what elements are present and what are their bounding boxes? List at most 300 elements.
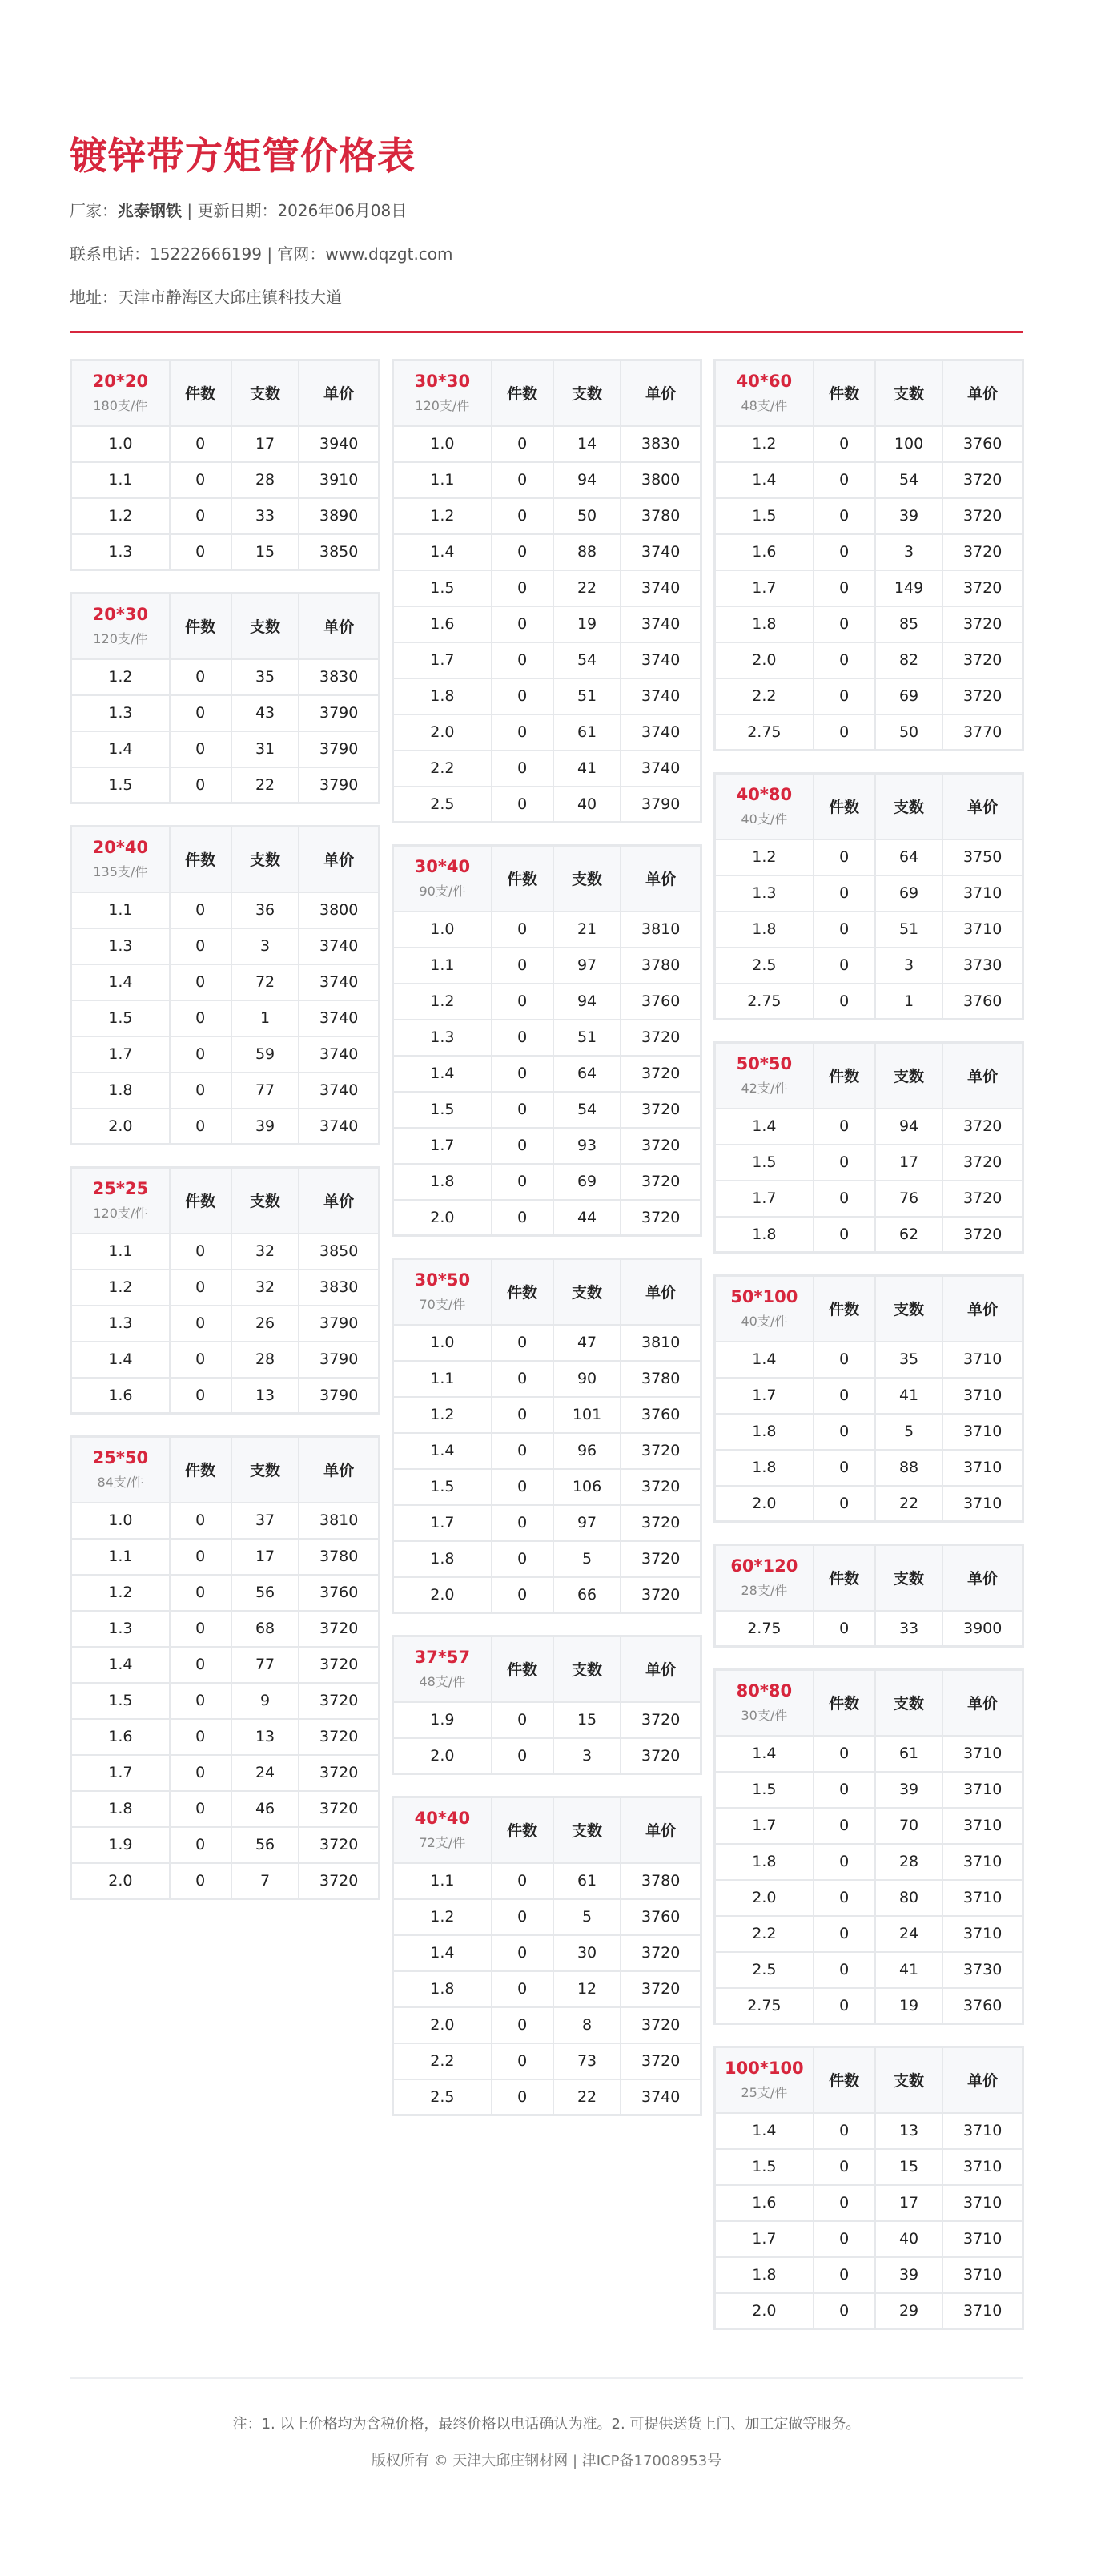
pcs-cell: 68: [231, 1611, 299, 1647]
qty-cell: 0: [492, 714, 553, 751]
spec-title-cell: [715, 1276, 814, 1342]
thickness-cell: 1.0: [393, 426, 492, 462]
table-row: [71, 1234, 380, 1270]
thickness-cell: 1.6: [71, 1378, 170, 1414]
pcs-cell: 94: [553, 984, 621, 1020]
table-row: [715, 642, 1023, 678]
maker-line: [70, 198, 407, 221]
qty-cell: 0: [170, 1109, 231, 1145]
price-cell: 3720: [942, 678, 1023, 714]
price-cell: 3720: [621, 1056, 701, 1092]
table-row: [71, 1791, 380, 1827]
price-cell: 3910: [299, 462, 379, 498]
pcs-cell: 61: [553, 714, 621, 751]
pcs-cell: 39: [231, 1109, 299, 1145]
qty-cell: 0: [492, 1200, 553, 1236]
spec-table: [70, 359, 380, 571]
price-cell: 3740: [621, 678, 701, 714]
qty-header: 件数: [492, 846, 553, 912]
qty-cell: 0: [814, 570, 875, 606]
pcs-header: 支数: [231, 1437, 299, 1503]
thickness-cell: 1.0: [71, 426, 170, 462]
pcs-cell: 30: [553, 1935, 621, 1971]
table-row: [71, 1755, 380, 1791]
spec-size: 20*30: [92, 605, 149, 625]
table-row: [393, 714, 701, 751]
pcs-cell: 94: [875, 1109, 943, 1145]
thickness-cell: 2.2: [393, 751, 492, 787]
thickness-cell: 1.5: [71, 767, 170, 803]
thickness-cell: 1.2: [71, 659, 170, 695]
price-header: 单价: [621, 360, 701, 426]
price-cell: 3830: [299, 659, 379, 695]
qty-cell: 0: [170, 498, 231, 534]
thickness-cell: 1.4: [715, 1109, 814, 1145]
qty-cell: 0: [170, 892, 231, 928]
thickness-cell: 1.8: [393, 1971, 492, 2007]
price-cell: 3720: [299, 1791, 379, 1827]
table-row: [71, 1611, 380, 1647]
pcs-cell: 37: [231, 1503, 299, 1539]
table-row: [71, 928, 380, 964]
table-row: [393, 948, 701, 984]
pcs-cell: 76: [875, 1181, 943, 1217]
qty-cell: 0: [492, 1397, 553, 1433]
qty-cell: 0: [170, 767, 231, 803]
contact-line: 联系电话：15222666199 | 官网：www.dqzgt.com: [70, 244, 453, 264]
table-row: [715, 714, 1023, 751]
thickness-cell: 1.4: [393, 534, 492, 570]
table-row: [393, 1020, 701, 1056]
qty-cell: 0: [814, 1414, 875, 1450]
table-row: [393, 426, 701, 462]
price-header: 单价: [299, 360, 379, 426]
price-cell: 3890: [299, 498, 379, 534]
pcs-cell: 13: [875, 2113, 943, 2149]
spec-title-cell: [393, 1636, 492, 1702]
page-title: 镀锌带方矩管价格表: [70, 135, 416, 179]
qty-cell: 0: [814, 498, 875, 534]
header-divider: [70, 331, 1023, 333]
table-row: [393, 2007, 701, 2043]
table-row: [71, 767, 380, 803]
price-cell: 3760: [621, 1899, 701, 1935]
table-row: [393, 1433, 701, 1469]
thickness-cell: 1.2: [393, 498, 492, 534]
pcs-cell: 3: [875, 948, 943, 984]
pcs-header: 支数: [875, 1276, 943, 1342]
price-cell: 3760: [942, 426, 1023, 462]
qty-cell: 0: [814, 912, 875, 948]
spec-header-row: [715, 2047, 1023, 2113]
qty-header: 件数: [814, 1670, 875, 1736]
thickness-cell: 1.8: [715, 606, 814, 642]
pcs-header: 支数: [231, 594, 299, 659]
table-row: [393, 534, 701, 570]
price-cell: 3710: [942, 1916, 1023, 1952]
qty-cell: 0: [170, 1378, 231, 1414]
qty-cell: 0: [170, 1719, 231, 1755]
price-cell: 3720: [942, 606, 1023, 642]
price-cell: 3760: [942, 984, 1023, 1020]
qty-cell: 0: [492, 2043, 553, 2079]
qty-cell: 0: [814, 2293, 875, 2329]
qty-header: 件数: [170, 594, 231, 659]
qty-cell: 0: [814, 2257, 875, 2293]
thickness-cell: 1.7: [393, 642, 492, 678]
pcs-cell: 88: [875, 1450, 943, 1486]
price-cell: 3740: [621, 570, 701, 606]
qty-cell: 0: [814, 1844, 875, 1880]
price-cell: 3710: [942, 1342, 1023, 1378]
price-cell: 3740: [299, 1000, 379, 1036]
table-row: [71, 1719, 380, 1755]
thickness-cell: 2.0: [715, 1486, 814, 1522]
pcs-cell: 21: [553, 912, 621, 948]
spec-pack: 135支/件: [93, 864, 148, 880]
pcs-cell: 17: [231, 426, 299, 462]
thickness-cell: 1.0: [393, 912, 492, 948]
thickness-cell: 1.2: [393, 1899, 492, 1935]
spec-title-cell: [393, 360, 492, 426]
pcs-cell: 51: [553, 1020, 621, 1056]
spec-header-row: [393, 846, 701, 912]
thickness-cell: 2.0: [393, 714, 492, 751]
qty-cell: 0: [814, 839, 875, 875]
thickness-cell: 1.4: [393, 1056, 492, 1092]
pcs-cell: 39: [875, 498, 943, 534]
qty-cell: 0: [814, 2149, 875, 2185]
pcs-cell: 29: [875, 2293, 943, 2329]
price-cell: 3710: [942, 1378, 1023, 1414]
price-cell: 3940: [299, 426, 379, 462]
spec-table: [713, 1274, 1024, 1523]
pcs-cell: 69: [875, 678, 943, 714]
thickness-cell: 1.7: [715, 570, 814, 606]
price-cell: 3710: [942, 1844, 1023, 1880]
pcs-cell: 35: [875, 1342, 943, 1378]
thickness-cell: 2.75: [715, 1611, 814, 1647]
table-row: [393, 2043, 701, 2079]
spec-table: [392, 1796, 702, 2116]
qty-cell: 0: [170, 695, 231, 731]
spec-header-row: [71, 360, 380, 426]
pcs-header: 支数: [875, 1670, 943, 1736]
maker-name: 兆泰钢铁: [118, 201, 182, 220]
table-row: [393, 1935, 701, 1971]
price-cell: 3850: [299, 1234, 379, 1270]
qty-cell: 0: [170, 964, 231, 1000]
qty-cell: 0: [492, 498, 553, 534]
price-cell: 3720: [942, 1181, 1023, 1217]
thickness-cell: 1.7: [71, 1755, 170, 1791]
thickness-cell: 1.3: [393, 1020, 492, 1056]
spec-header-row: [71, 1437, 380, 1503]
pcs-cell: 3: [875, 534, 943, 570]
price-cell: 3740: [299, 928, 379, 964]
thickness-cell: 1.5: [393, 1092, 492, 1128]
qty-header: 件数: [170, 1168, 231, 1234]
qty-header: 件数: [170, 827, 231, 892]
pcs-cell: 73: [553, 2043, 621, 2079]
table-row: [393, 1361, 701, 1397]
thickness-cell: 1.6: [715, 2185, 814, 2221]
spec-table: [713, 1668, 1024, 2025]
qty-header: 件数: [814, 1545, 875, 1611]
price-cell: 3780: [621, 498, 701, 534]
spec-pack: 48支/件: [419, 1674, 466, 1690]
thickness-cell: 1.4: [715, 462, 814, 498]
price-cell: 3720: [942, 1145, 1023, 1181]
pcs-cell: 69: [875, 875, 943, 912]
pcs-cell: 85: [875, 606, 943, 642]
spec-pack: 48支/件: [741, 398, 788, 414]
thickness-cell: 2.5: [715, 948, 814, 984]
table-row: [71, 1036, 380, 1073]
price-cell: 3760: [942, 1988, 1023, 2024]
table-row: [715, 570, 1023, 606]
thickness-cell: 2.5: [715, 1952, 814, 1988]
thickness-cell: 1.4: [715, 1736, 814, 1772]
qty-cell: 0: [170, 1683, 231, 1719]
pcs-cell: 17: [231, 1539, 299, 1575]
spec-title-cell: [393, 1259, 492, 1325]
qty-cell: 0: [814, 1109, 875, 1145]
qty-header: 件数: [492, 1797, 553, 1863]
qty-cell: 0: [492, 1577, 553, 1613]
table-row: [71, 695, 380, 731]
pcs-cell: 41: [875, 1952, 943, 1988]
pcs-header: 支数: [553, 1636, 621, 1702]
price-cell: 3770: [942, 714, 1023, 751]
spec-table: [392, 1258, 702, 1614]
thickness-cell: 1.1: [71, 892, 170, 928]
pcs-cell: 94: [553, 462, 621, 498]
price-cell: 3710: [942, 2113, 1023, 2149]
thickness-cell: 1.1: [393, 462, 492, 498]
table-row: [71, 1073, 380, 1109]
price-cell: 3720: [621, 1433, 701, 1469]
thickness-cell: 1.7: [715, 1808, 814, 1844]
qty-cell: 0: [170, 1270, 231, 1306]
qty-header: 件数: [170, 360, 231, 426]
table-row: [71, 1683, 380, 1719]
spec-title-cell: [71, 594, 170, 659]
table-row: [715, 984, 1023, 1020]
spec-header-row: [71, 594, 380, 659]
table-row: [393, 570, 701, 606]
qty-cell: 0: [492, 787, 553, 823]
qty-cell: 0: [492, 2079, 553, 2115]
qty-cell: 0: [170, 928, 231, 964]
table-row: [715, 2185, 1023, 2221]
pcs-header: 支数: [875, 1043, 943, 1109]
qty-cell: 0: [170, 1755, 231, 1791]
price-cell: 3720: [621, 1092, 701, 1128]
spec-table: [70, 825, 380, 1145]
thickness-cell: 1.4: [71, 731, 170, 767]
price-cell: 3740: [299, 964, 379, 1000]
pcs-cell: 43: [231, 695, 299, 731]
thickness-cell: 2.0: [71, 1109, 170, 1145]
qty-cell: 0: [170, 1342, 231, 1378]
spec-size: 20*20: [92, 372, 149, 392]
price-cell: 3720: [621, 1738, 701, 1774]
spec-header-row: [393, 1797, 701, 1863]
table-row: [393, 1200, 701, 1236]
table-row: [71, 462, 380, 498]
table-row: [393, 1128, 701, 1164]
qty-cell: 0: [170, 462, 231, 498]
thickness-cell: 1.3: [715, 875, 814, 912]
pcs-cell: 47: [553, 1325, 621, 1361]
price-cell: 3800: [299, 892, 379, 928]
qty-cell: 0: [814, 1378, 875, 1414]
spec-header-row: [715, 1670, 1023, 1736]
pcs-cell: 101: [553, 1397, 621, 1433]
table-row: [715, 1952, 1023, 1988]
qty-cell: 0: [492, 1433, 553, 1469]
pcs-cell: 96: [553, 1433, 621, 1469]
pcs-cell: 56: [231, 1575, 299, 1611]
table-row: [71, 1863, 380, 1899]
qty-cell: 0: [814, 1486, 875, 1522]
qty-header: 件数: [492, 1636, 553, 1702]
price-cell: 3740: [621, 751, 701, 787]
pcs-header: 支数: [553, 360, 621, 426]
qty-cell: 0: [492, 1020, 553, 1056]
thickness-cell: 2.75: [715, 714, 814, 751]
spec-table: [392, 844, 702, 1237]
qty-cell: 0: [170, 1539, 231, 1575]
qty-cell: 0: [492, 1128, 553, 1164]
spec-size: 30*40: [414, 857, 471, 877]
pcs-cell: 28: [231, 462, 299, 498]
price-cell: 3720: [621, 1541, 701, 1577]
thickness-cell: 1.5: [393, 1469, 492, 1505]
table-row: [715, 1988, 1023, 2024]
pcs-cell: 31: [231, 731, 299, 767]
pcs-cell: 70: [875, 1808, 943, 1844]
qty-cell: 0: [170, 1611, 231, 1647]
qty-cell: 0: [170, 731, 231, 767]
spec-table: [713, 2046, 1024, 2330]
pcs-cell: 77: [231, 1647, 299, 1683]
table-row: [71, 1575, 380, 1611]
thickness-cell: 2.0: [715, 2293, 814, 2329]
pcs-header: 支数: [231, 827, 299, 892]
pcs-cell: 44: [553, 1200, 621, 1236]
update-date: | 更新日期：2026年06月08日: [182, 201, 408, 220]
price-cell: 3720: [621, 1469, 701, 1505]
spec-size: 30*30: [414, 372, 471, 392]
price-cell: 3760: [621, 1397, 701, 1433]
spec-header-row: [393, 1259, 701, 1325]
price-cell: 3790: [299, 1342, 379, 1378]
qty-cell: 0: [814, 1916, 875, 1952]
pcs-cell: 93: [553, 1128, 621, 1164]
spec-header-row: [715, 1043, 1023, 1109]
spec-size: 80*80: [736, 1681, 793, 1701]
pcs-cell: 32: [231, 1270, 299, 1306]
table-row: [71, 1109, 380, 1145]
price-cell: 3720: [299, 1611, 379, 1647]
pcs-cell: 88: [553, 534, 621, 570]
spec-pack: 70支/件: [419, 1297, 466, 1313]
spec-table: [70, 1435, 380, 1900]
table-row: [715, 678, 1023, 714]
price-cell: 3740: [621, 642, 701, 678]
table-row: [715, 948, 1023, 984]
price-header: 单价: [942, 1043, 1023, 1109]
qty-cell: 0: [170, 1647, 231, 1683]
pcs-header: 支数: [875, 774, 943, 839]
table-row: [715, 1378, 1023, 1414]
price-cell: 3710: [942, 2149, 1023, 2185]
qty-cell: 0: [170, 1000, 231, 1036]
pcs-cell: 54: [553, 1092, 621, 1128]
thickness-cell: 1.1: [393, 948, 492, 984]
thickness-cell: 1.8: [715, 2257, 814, 2293]
table-row: [393, 1863, 701, 1899]
price-cell: 3720: [299, 1863, 379, 1899]
qty-cell: 0: [814, 1217, 875, 1253]
price-cell: 3720: [621, 1505, 701, 1541]
pcs-cell: 22: [875, 1486, 943, 1522]
qty-cell: 0: [170, 534, 231, 570]
pcs-cell: 41: [553, 751, 621, 787]
table-row: [71, 1342, 380, 1378]
table-row: [393, 1325, 701, 1361]
pcs-cell: 33: [231, 498, 299, 534]
price-cell: 3900: [942, 1611, 1023, 1647]
table-row: [715, 1916, 1023, 1952]
spec-pack: 30支/件: [741, 1708, 788, 1724]
table-row: [715, 1145, 1023, 1181]
qty-cell: 0: [492, 570, 553, 606]
price-cell: 3710: [942, 875, 1023, 912]
pcs-cell: 15: [875, 2149, 943, 2185]
price-cell: 3710: [942, 2293, 1023, 2329]
table-row: [393, 678, 701, 714]
pcs-cell: 51: [553, 678, 621, 714]
spec-size: 25*25: [92, 1179, 149, 1199]
pcs-cell: 50: [553, 498, 621, 534]
table-row: [715, 875, 1023, 912]
thickness-cell: 1.2: [393, 984, 492, 1020]
qty-header: 件数: [814, 774, 875, 839]
pcs-cell: 149: [875, 570, 943, 606]
thickness-cell: 2.2: [715, 678, 814, 714]
price-cell: 3780: [621, 1361, 701, 1397]
price-cell: 3790: [299, 1378, 379, 1414]
qty-cell: 0: [170, 1575, 231, 1611]
price-cell: 3720: [299, 1647, 379, 1683]
thickness-cell: 1.8: [393, 678, 492, 714]
thickness-cell: 1.2: [393, 1397, 492, 1433]
price-cell: 3760: [621, 984, 701, 1020]
thickness-cell: 2.0: [715, 642, 814, 678]
table-row: [715, 1181, 1023, 1217]
column-2: [392, 359, 702, 2137]
price-cell: 3740: [621, 534, 701, 570]
qty-cell: 0: [492, 1092, 553, 1128]
pcs-cell: 51: [875, 912, 943, 948]
thickness-cell: 1.1: [71, 1539, 170, 1575]
table-row: [715, 1808, 1023, 1844]
qty-header: 件数: [814, 2047, 875, 2113]
spec-table: [70, 1166, 380, 1415]
